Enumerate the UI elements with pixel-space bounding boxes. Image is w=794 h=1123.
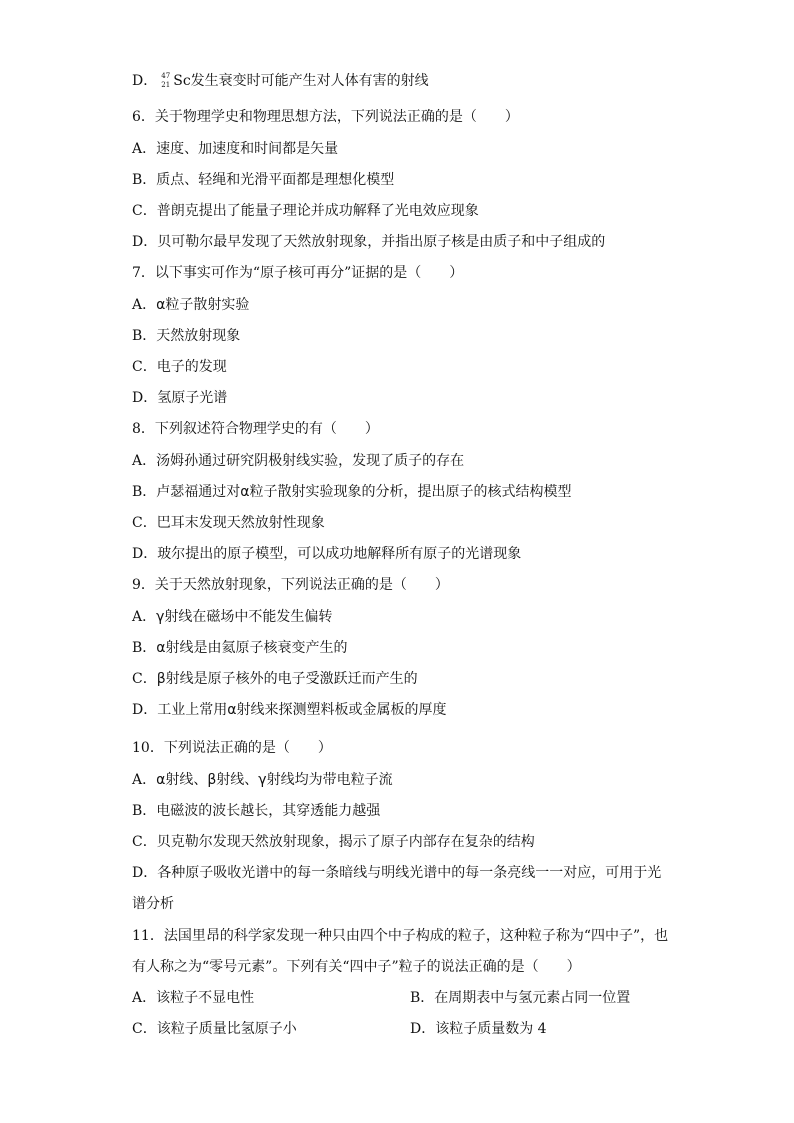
- q11-option-a: A．该粒子不显电性: [132, 990, 255, 1006]
- alpha-symbol: α: [240, 484, 250, 500]
- option-prefix: D．工业上常用: [132, 702, 228, 718]
- question-9-stem: 9．关于天然放射现象，下列说法正确的是（ ）: [132, 577, 449, 593]
- q10-option-d: D．各种原子吸收光谱中的每一条暗线与明线光谱中的每一条亮线一一对应，可用于光: [132, 865, 662, 881]
- option-text: 射线是由氦原子核衰变产生的: [165, 640, 348, 656]
- alpha-symbol: α: [156, 297, 166, 313]
- q5-option-d: [132, 72, 429, 90]
- q8-option-b: [132, 483, 572, 501]
- q7-option-d: D．氢原子光谱: [132, 390, 228, 406]
- nuclide-symbol: Sc: [173, 73, 191, 89]
- q7-option-a: [132, 296, 249, 314]
- q10-option-b: B．电磁波的波长越长，其穿透能力越强: [132, 803, 381, 819]
- question-7-stem: 7．以下事实可作为“原子核可再分”证据的是（ ）: [132, 265, 464, 281]
- gamma-symbol: γ: [156, 609, 165, 625]
- alpha-symbol: α: [156, 772, 166, 788]
- option-text: 粒子散射实验: [165, 297, 250, 313]
- q10-option-d-continued: 谱分析: [132, 896, 174, 912]
- q11-option-c: C．该粒子质量比氢原子小: [132, 1021, 297, 1037]
- alpha-symbol: α: [156, 640, 166, 656]
- q7-option-c: C．电子的发现: [132, 359, 227, 375]
- option-label: C．: [132, 671, 157, 687]
- q9-option-c: [132, 670, 418, 688]
- question-8-stem: 8．下列叙述符合物理学史的有（ ）: [132, 421, 379, 437]
- q10-option-c: C．贝克勒尔发现天然放射现象，揭示了原子内部存在复杂的结构: [132, 834, 535, 850]
- question-11-stem: 11．法国里昂的科学家发现一种只由四个中子构成的粒子，这种粒子称为“四中子”，也: [132, 928, 669, 944]
- option-label: B．: [132, 640, 157, 656]
- q8-option-d: D．玻尔提出的原子模型，可以成功地解释所有原子的光谱现象: [132, 546, 522, 562]
- question-10-stem: 10．下列说法正确的是（ ）: [132, 740, 332, 756]
- option-label: A．: [132, 609, 157, 625]
- q9-option-a: [132, 608, 332, 626]
- option-label: D．: [132, 73, 158, 89]
- q8-option-a: A．汤姆孙通过研究阴极射线实验，发现了质子的存在: [132, 453, 465, 469]
- q6-option-c: C．普朗克提出了能量子理论并成功解释了光电效应现象: [132, 203, 479, 219]
- ray-text-1: 射线、: [165, 772, 208, 788]
- q9-option-d: [132, 701, 446, 719]
- option-text: 射线在磁场中不能发生偏转: [164, 609, 333, 625]
- alpha-symbol: α: [227, 702, 237, 718]
- option-text: 发生衰变时可能产生对人体有害的射线: [190, 73, 429, 89]
- atomic-number: 21: [161, 81, 171, 89]
- mass-number: 47: [161, 72, 171, 80]
- q6-option-b: B．质点、轻绳和光滑平面都是理想化模型: [132, 172, 395, 188]
- q11-option-b: B．在周期表中与氢元素占同一位置: [410, 990, 631, 1006]
- q6-option-a: A．速度、加速度和时间都是矢量: [132, 141, 339, 157]
- ray-text-3: 射线均为带电粒子流: [266, 772, 393, 788]
- option-label: A．: [132, 297, 157, 313]
- q11-option-d: D．该粒子质量数为 4: [410, 1021, 547, 1037]
- nuclide-notation: [161, 72, 171, 90]
- option-text: 射线是原子核外的电子受激跃迁而产生的: [165, 671, 418, 687]
- question-6-stem: 6．关于物理学史和物理思想方法，下列说法正确的是（ ）: [132, 109, 519, 125]
- q7-option-b: B．天然放射现象: [132, 328, 241, 344]
- beta-symbol: β: [156, 671, 166, 687]
- q8-option-c: C．巴耳末发现天然放射性现象: [132, 515, 325, 531]
- option-prefix: B．卢瑟福通过对: [132, 484, 241, 500]
- q6-option-d: D．贝可勒尔最早发现了天然放射现象，并指出原子核是由质子和中子组成的: [132, 234, 606, 250]
- question-11-stem-continued: 有人称之为“零号元素”。下列有关“四中子”粒子的说法正确的是（ ）: [132, 959, 581, 975]
- q10-option-a: [132, 771, 393, 789]
- beta-symbol: β: [207, 772, 217, 788]
- q9-option-b: [132, 639, 348, 657]
- option-text: 射线来探测塑料板或金属板的厚度: [236, 702, 447, 718]
- option-text: 粒子散射实验现象的分析，提出原子的核式结构模型: [249, 484, 572, 500]
- option-label: A．: [132, 772, 157, 788]
- gamma-symbol: γ: [258, 772, 267, 788]
- ray-text-2: 射线、: [216, 772, 259, 788]
